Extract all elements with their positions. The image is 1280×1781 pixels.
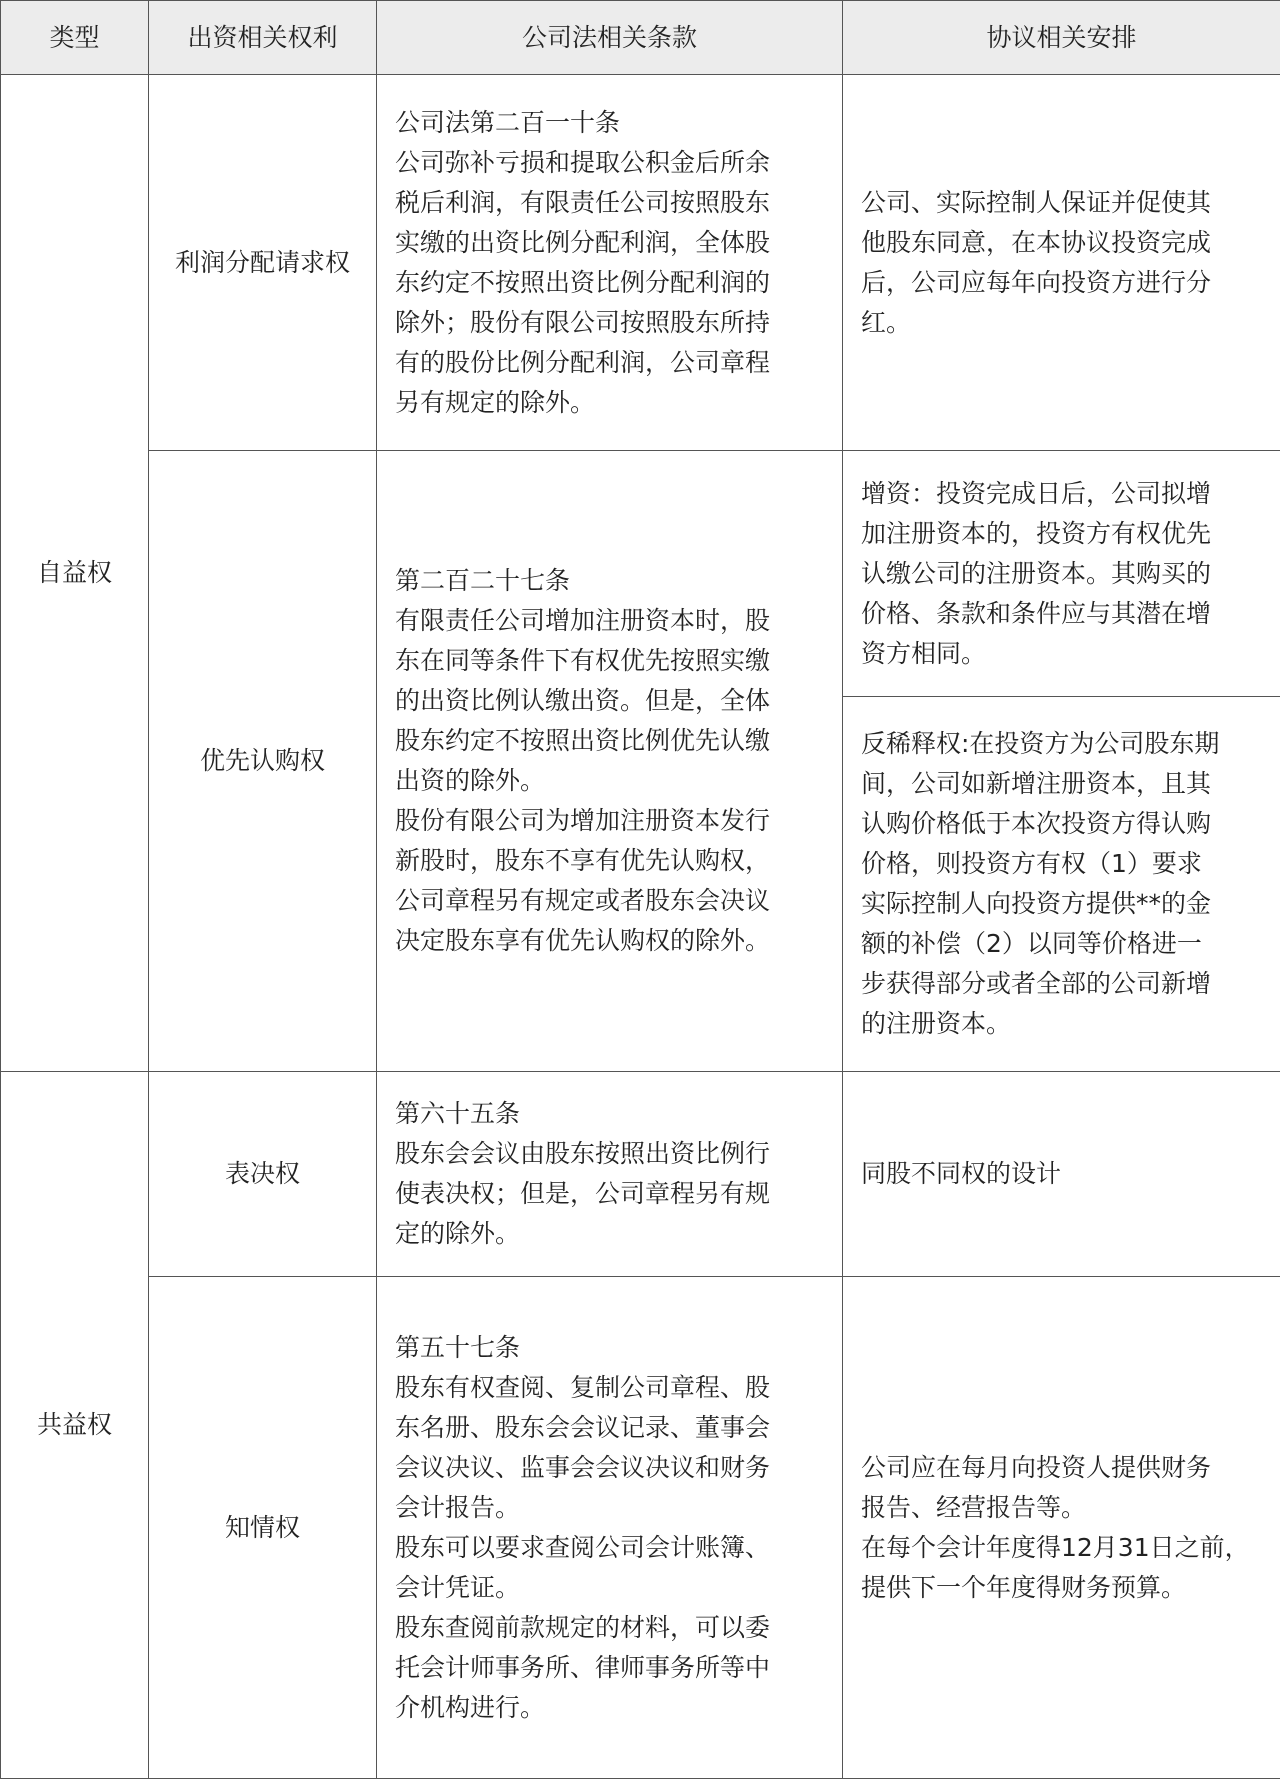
text-line: 的出资比例认缴出资。但是，全体: [395, 686, 771, 715]
text-line: 价格，则投资方有权（1）要求: [861, 849, 1202, 878]
right-profit: 利润分配请求权: [149, 75, 377, 451]
text-line: 同股不同权的设计: [861, 1159, 1062, 1188]
law-voting: [377, 1072, 843, 1277]
group-self-benefit: 自益权: [1, 75, 149, 1072]
table-body: [1, 75, 1280, 1779]
law-preemptive: [377, 451, 843, 1072]
text-line: 托会计师事务所、律师事务所等中: [395, 1652, 771, 1682]
text-line: 增资：投资完成日后，公司拟增: [861, 478, 1212, 508]
text-line: 有的股份比例分配利润，公司章程: [395, 347, 771, 377]
text-line: 会计报告。: [395, 1492, 521, 1522]
text-line: 股东约定不按照出资比例优先认缴: [395, 726, 771, 755]
table-row: [1, 1072, 1280, 1277]
header-law: 公司法相关条款: [377, 1, 843, 75]
text-line: 认缴公司的注册资本。其购买的: [861, 558, 1212, 588]
right-information: 知情权: [149, 1277, 377, 1779]
header-agreement: 协议相关安排: [843, 1, 1280, 75]
agreement-anti-dilution: [843, 697, 1280, 1072]
text-line: 加注册资本的，投资方有权优先: [861, 518, 1212, 548]
text-line: 税后利润，有限责任公司按照股东: [395, 187, 771, 217]
text-line: 股东会会议由股东按照出资比例行: [395, 1139, 771, 1168]
text-line: 额的补偿（2）以同等价格进一: [861, 929, 1202, 958]
text-line: 另有规定的除外。: [395, 387, 596, 417]
agreement-information: [843, 1277, 1280, 1779]
text-line: 决定股东享有优先认购权的除外。: [395, 926, 771, 955]
text-line: 的注册资本。: [861, 1009, 1012, 1038]
text-line: 实缴的出资比例分配利润，全体股: [395, 227, 771, 257]
text-line: 第五十七条: [395, 1332, 521, 1362]
text-line: 有限责任公司增加注册资本时，股: [395, 606, 771, 635]
text-line: 后，公司应每年向投资方进行分: [861, 267, 1212, 297]
text-line: 间，公司如新增注册资本，且其: [861, 769, 1212, 798]
text-line: 价格、条款和条件应与其潜在增: [861, 598, 1212, 628]
text-line: 公司应在每月向投资人提供财务: [861, 1452, 1212, 1482]
text-line: 会计凭证。: [395, 1572, 521, 1602]
text-line: 公司章程另有规定或者股东会决议: [395, 886, 771, 915]
text-line: 介机构进行。: [395, 1692, 546, 1722]
text-line: 步获得部分或者全部的公司新增: [861, 969, 1212, 998]
text-line: 红。: [861, 307, 912, 337]
text-line: 股份有限公司为增加注册资本发行: [395, 806, 771, 835]
text-line: 在每个会计年度得12月31日之前，: [861, 1532, 1250, 1562]
text-line: 出资的除外。: [395, 766, 546, 795]
law-profit: [377, 75, 843, 451]
text-line: 公司法第二百一十条: [395, 107, 621, 137]
text-line: 东约定不按照出资比例分配利润的: [395, 267, 771, 297]
group-common-benefit: 共益权: [1, 1072, 149, 1779]
text-line: 除外；股份有限公司按照股东所持: [395, 307, 771, 337]
table-row: [1, 75, 1280, 451]
text-line: 新股时，股东不享有优先认购权，: [395, 846, 771, 875]
header-right: 出资相关权利: [149, 1, 377, 75]
agreement-profit: [843, 75, 1280, 451]
table-row: [1, 451, 1280, 697]
text-line: 第二百二十七条: [395, 566, 571, 595]
law-information: [377, 1277, 843, 1779]
text-line: 反稀释权:在投资方为公司股东期: [861, 729, 1220, 758]
agreement-voting: [843, 1072, 1280, 1277]
text-line: 会议决议、监事会会议决议和财务: [395, 1452, 771, 1482]
text-line: 提供下一个年度得财务预算。: [861, 1572, 1187, 1602]
table-header: [1, 1, 1280, 75]
table-row: [1, 1277, 1280, 1779]
agreement-capital-increase: [843, 451, 1280, 697]
text-line: 定的除外。: [395, 1219, 521, 1248]
text-line: 使表决权；但是，公司章程另有规: [395, 1179, 771, 1208]
right-preemptive: 优先认购权: [149, 451, 377, 1072]
text-line: 股东可以要求查阅公司会计账簿、: [395, 1532, 771, 1562]
right-voting: 表决权: [149, 1072, 377, 1277]
text-line: 公司弥补亏损和提取公积金后所余: [395, 147, 771, 177]
text-line: 他股东同意，在本协议投资完成: [861, 227, 1212, 257]
text-line: 公司、实际控制人保证并促使其: [861, 187, 1212, 217]
text-line: 东在同等条件下有权优先按照实缴: [395, 646, 771, 675]
text-line: 资方相同。: [861, 638, 987, 668]
text-line: 认购价格低于本次投资方得认购: [861, 809, 1212, 838]
text-line: 股东有权查阅、复制公司章程、股: [395, 1372, 771, 1402]
text-line: 东名册、股东会会议记录、董事会: [395, 1412, 771, 1442]
text-line: 报告、经营报告等。: [861, 1492, 1087, 1522]
header-row: [1, 1, 1280, 75]
text-line: 第六十五条: [395, 1099, 521, 1128]
text-line: 实际控制人向投资方提供**的金: [861, 889, 1212, 918]
header-type: 类型: [1, 1, 149, 75]
text-line: 股东查阅前款规定的材料，可以委: [395, 1612, 771, 1642]
